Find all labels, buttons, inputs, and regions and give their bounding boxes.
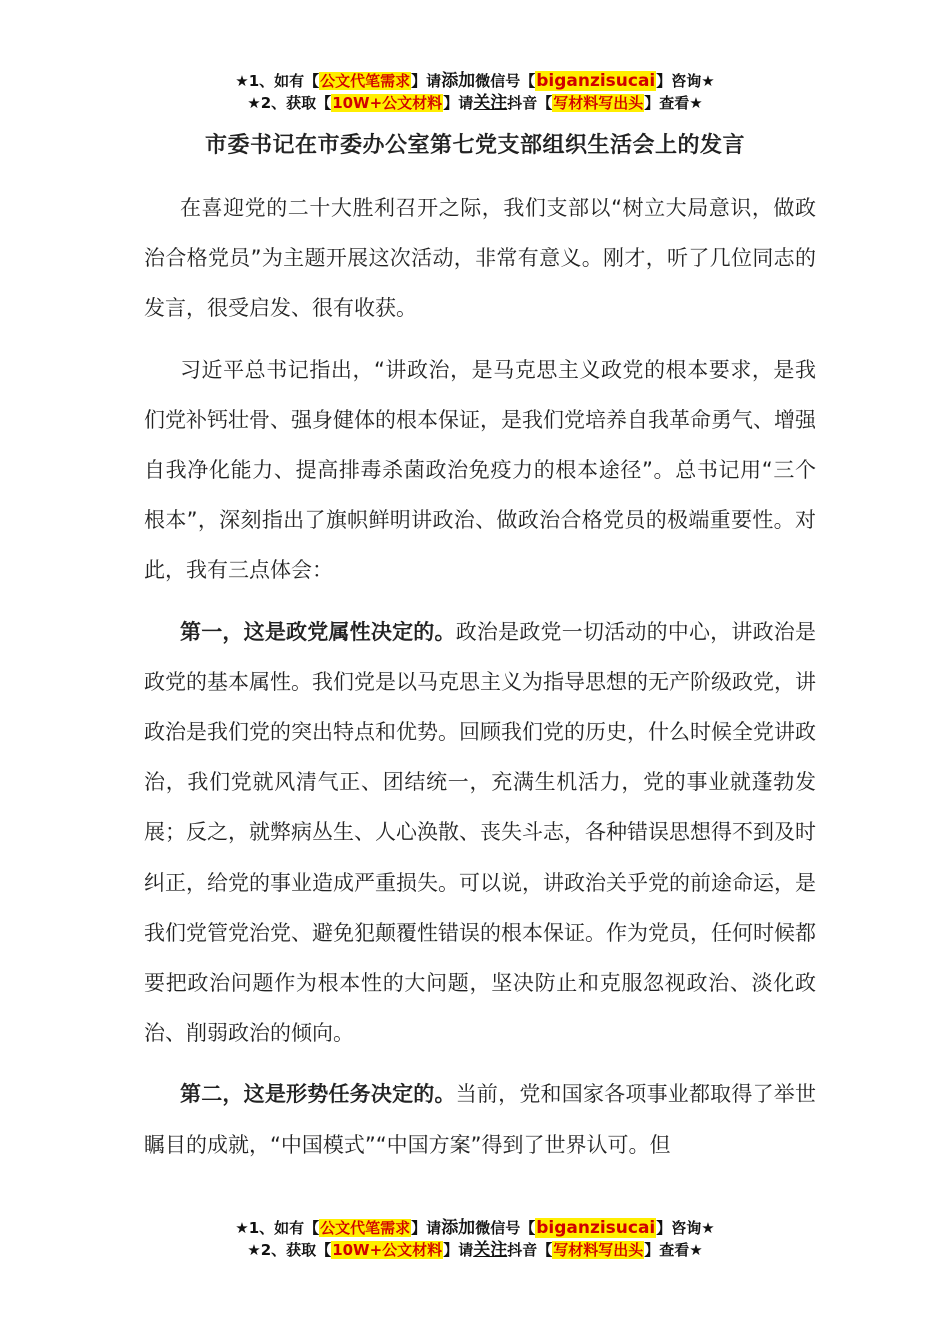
promo-highlight: 公文代笔需求 xyxy=(320,1219,411,1237)
promo-emphasis: 关注 xyxy=(473,93,508,113)
douyin-id-highlight: 写材料写出头 xyxy=(553,94,644,112)
promo-text: ★2、获取【 xyxy=(247,1241,332,1259)
promo-text: 微信号【 xyxy=(475,1219,536,1237)
paragraph-text: 政治是政党一切活动的中心，讲政治是政党的基本属性。我们党是以马克思主义为指导思想的无产阶级政党，讲政治是我们党的突出特点和优势。回顾我们党的历史，什么时候全党讲政治，我们党就风清气正、团结统一，充满生机活力，党的事业就蓬勃发展；反之，就弊病丛生、人心涣散、丧失斗志，各种错误思想得不到及时纠正，给党的事业造成严重损失。可以说，讲政治关乎党的前途命运，是我们党管党治党、避免犯颠覆性错误的根本保证。作为党员，任何时候都要把政治问题作为根本性的大问题，坚决防止和克服忽视政治、淡化政治、削弱政治的倾向。 xyxy=(144,619,817,1046)
promo-text: 】查看★ xyxy=(644,94,703,112)
promo-highlight: 10W+公文材料 xyxy=(332,1241,443,1259)
wechat-id-highlight: biganzisucai xyxy=(536,71,656,91)
promo-text: ★2、获取【 xyxy=(247,94,332,112)
promo-emphasis: 添加 xyxy=(441,1218,476,1238)
promo-text: 】咨询★ xyxy=(656,72,715,90)
paragraph-text: 在喜迎党的二十大胜利召开之际，我们支部以“树立大局意识，做政治合格党员”为主题开展这次活动，非常有意义。刚才，听了几位同志的发言，很受启发、很有收获。 xyxy=(144,196,816,321)
document-title: 市委书记在市委办公室第七党支部组织生活会上的发言 xyxy=(204,133,745,158)
bottom-promo-banner xyxy=(0,1217,950,1261)
promo-highlight: 10W+公文材料 xyxy=(332,94,443,112)
promo-text: 】请 xyxy=(411,1219,442,1237)
document-body xyxy=(144,183,816,1181)
promo-text: 】查看★ xyxy=(644,1241,703,1259)
promo-text: 抖音【 xyxy=(507,94,553,112)
promo-emphasis: 添加 xyxy=(441,71,476,91)
promo-line-2 xyxy=(0,92,950,114)
paragraph-intro xyxy=(144,183,816,334)
promo-highlight: 公文代笔需求 xyxy=(320,72,411,90)
paragraph-point-one xyxy=(144,607,816,1059)
paragraph-lead: 第二，这是形势任务决定的。 xyxy=(180,1082,456,1107)
promo-text: 】请 xyxy=(443,1241,474,1259)
promo-text: 】请 xyxy=(411,72,442,90)
promo-text: 】咨询★ xyxy=(656,1219,715,1237)
promo-text: 】请 xyxy=(443,94,474,112)
promo-emphasis: 关注 xyxy=(473,1240,508,1260)
paragraph-quote xyxy=(144,345,816,596)
paragraph-point-two xyxy=(144,1069,816,1169)
promo-line-2 xyxy=(0,1239,950,1261)
promo-line-1 xyxy=(0,70,950,92)
paragraph-lead: 第一，这是政党属性决定的。 xyxy=(180,619,456,644)
promo-line-1 xyxy=(0,1217,950,1239)
promo-text: ★1、如有【 xyxy=(235,1219,320,1237)
paragraph-text: 当前，党和国家各项事业都取得了举世瞩目的成就，“中国模式”“中国方案”得到了世界认可。但 xyxy=(144,1082,817,1157)
promo-text: 抖音【 xyxy=(507,1241,553,1259)
paragraph-text: 习近平总书记指出，“讲政治，是马克思主义政党的根本要求，是我们党补钙壮骨、强身健体的根本保证，是我们党培养自我革命勇气、增强自我净化能力、提高排毒杀菌政治免疫力的根本途径”。总书记用“三个根本”，深刻指出了旗帜鲜明讲政治、做政治合格党员的极端重要性。对此，我有三点体会： xyxy=(144,357,816,583)
wechat-id-highlight: biganzisucai xyxy=(536,1218,656,1238)
promo-text: ★1、如有【 xyxy=(235,72,320,90)
promo-text: 微信号【 xyxy=(475,72,536,90)
douyin-id-highlight: 写材料写出头 xyxy=(553,1241,644,1259)
top-promo-banner xyxy=(0,70,950,114)
